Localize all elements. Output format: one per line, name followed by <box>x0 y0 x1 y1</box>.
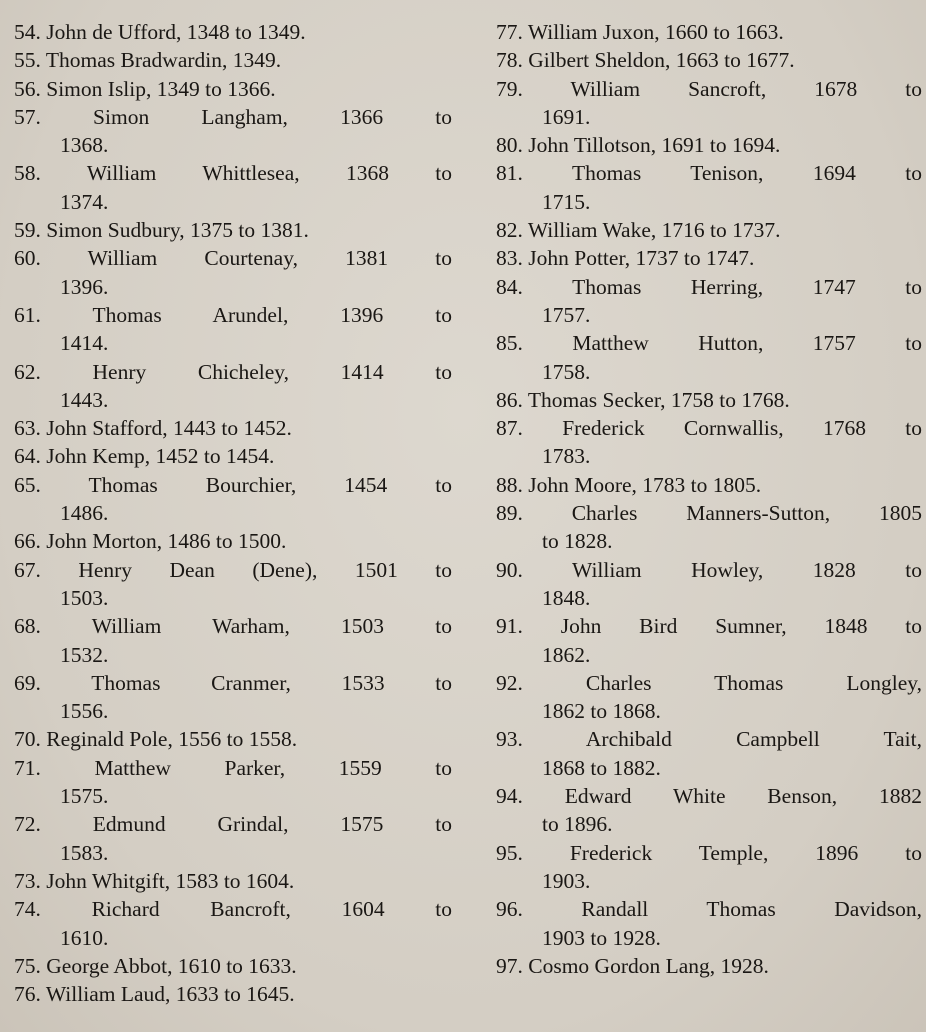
archbishop-entry <box>14 103 452 160</box>
entry-text: Henry Chicheley, 1414 to <box>92 359 452 384</box>
archbishop-entry <box>496 612 922 669</box>
entry-continuation: 1758. <box>542 359 591 384</box>
entry-line <box>14 527 452 555</box>
entry-text: William Wake, 1716 to 1737. <box>527 218 781 243</box>
entry-line <box>14 895 452 923</box>
entry-line <box>14 725 452 753</box>
entry-text: Simon Langham, 1366 to <box>93 104 452 129</box>
left-column <box>14 18 452 1008</box>
entry-line <box>14 103 452 131</box>
archbishop-entry <box>496 952 922 980</box>
entry-number: 66. <box>14 529 41 554</box>
entry-number: 79. <box>496 76 523 101</box>
entry-continuation: 1862. <box>542 642 591 667</box>
entry-line <box>496 669 922 697</box>
entry-continuation: 1583. <box>60 840 109 865</box>
entry-line <box>496 329 922 357</box>
entry-continuation: to 1828. <box>542 529 613 554</box>
entry-continuation: 1532. <box>60 642 109 667</box>
entry-continuation: 1903. <box>542 868 591 893</box>
entry-line <box>14 301 452 329</box>
entry-text: Charles Thomas Longley, <box>585 670 922 695</box>
entry-number: 54. <box>14 20 41 44</box>
entry-number: 60. <box>14 246 41 271</box>
archbishop-entry <box>496 75 922 132</box>
entry-number: 96. <box>496 897 523 922</box>
entry-number: 83. <box>496 246 523 271</box>
entry-number: 77. <box>496 20 523 44</box>
archbishop-entry <box>14 301 452 358</box>
entry-number: 78. <box>496 48 523 73</box>
archbishop-entry <box>14 556 452 613</box>
entry-number: 65. <box>14 472 41 497</box>
entry-number: 68. <box>14 614 41 639</box>
archbishop-entry <box>14 867 452 895</box>
archbishop-entry <box>496 669 922 726</box>
entry-continuation: 1691. <box>542 104 591 129</box>
entry-number: 70. <box>14 727 41 752</box>
archbishop-entry <box>496 273 922 330</box>
entry-text: Frederick Cornwallis, 1768 to <box>562 416 922 441</box>
entry-text: Gilbert Sheldon, 1663 to 1677. <box>528 48 795 73</box>
entry-text: Thomas Tenison, 1694 to <box>571 161 922 186</box>
archbishop-entry <box>14 159 452 216</box>
entry-number: 91. <box>496 614 523 639</box>
archbishop-entry <box>14 442 452 470</box>
entry-continuation: 1503. <box>60 585 109 610</box>
archbishop-entry <box>496 244 922 272</box>
entry-line <box>14 952 452 980</box>
entry-text: John Bird Sumner, 1848 to <box>560 614 922 639</box>
entry-number: 76. <box>14 982 41 1007</box>
entry-text: Simon Islip, 1349 to 1366. <box>46 76 276 101</box>
archbishop-entry <box>496 18 922 46</box>
entry-number: 81. <box>496 161 523 186</box>
archbishop-entry <box>14 669 452 726</box>
entry-text: Thomas Herring, 1747 to <box>572 274 922 299</box>
archbishop-entry <box>14 414 452 442</box>
entry-text: Matthew Hutton, 1757 to <box>572 331 922 356</box>
entry-number: 82. <box>496 218 523 243</box>
entry-number: 71. <box>14 755 41 780</box>
entry-continuation: 1396. <box>60 274 109 299</box>
entry-text: Simon Sudbury, 1375 to 1381. <box>46 218 309 243</box>
entry-number: 90. <box>496 557 523 582</box>
entry-line <box>496 131 922 159</box>
archbishop-entry <box>496 386 922 414</box>
entry-text: Reginald Pole, 1556 to 1558. <box>46 727 298 752</box>
entry-number: 94. <box>496 784 523 809</box>
entry-text: John Potter, 1737 to 1747. <box>528 246 755 271</box>
entry-text: William Laud, 1633 to 1645. <box>45 982 295 1007</box>
entry-text: John Stafford, 1443 to 1452. <box>46 416 292 441</box>
entry-line <box>496 244 922 272</box>
entry-line <box>496 556 922 584</box>
archbishop-entry <box>14 18 452 46</box>
entry-number: 55. <box>14 48 41 73</box>
entry-number: 74. <box>14 897 41 922</box>
archbishop-entry <box>496 895 922 952</box>
entry-text: John de Ufford, 1348 to 1349. <box>46 20 306 44</box>
entry-number: 67. <box>14 557 41 582</box>
entry-number: 63. <box>14 416 41 441</box>
archbishop-entry <box>14 75 452 103</box>
entry-number: 73. <box>14 868 41 893</box>
archbishop-entry <box>496 216 922 244</box>
entry-line <box>496 612 922 640</box>
entry-line <box>496 273 922 301</box>
entry-line <box>496 952 922 980</box>
entry-line <box>14 612 452 640</box>
archbishop-entry <box>14 952 452 980</box>
archbishop-entry <box>496 329 922 386</box>
entry-continuation: 1903 to 1928. <box>542 925 661 950</box>
entry-text: John Moore, 1783 to 1805. <box>528 472 762 497</box>
archbishop-entry <box>496 46 922 74</box>
entry-text: Richard Bancroft, 1604 to <box>91 897 452 922</box>
entry-continuation: 1556. <box>60 699 109 724</box>
archbishop-entry <box>14 810 452 867</box>
archbishop-entry <box>14 725 452 753</box>
entry-line <box>496 499 922 527</box>
entry-number: 72. <box>14 812 41 837</box>
entry-number: 87. <box>496 416 523 441</box>
entry-text: Archibald Campbell Tait, <box>585 727 922 752</box>
entry-continuation: 1610. <box>60 925 109 950</box>
entry-continuation: 1757. <box>542 302 591 327</box>
entry-continuation: 1486. <box>60 501 109 526</box>
entry-line <box>496 18 922 46</box>
entry-line <box>496 216 922 244</box>
entry-line <box>14 216 452 244</box>
archbishop-entry <box>14 527 452 555</box>
entry-line <box>496 414 922 442</box>
entry-text: Thomas Bourchier, 1454 to <box>88 472 452 497</box>
archbishop-entry <box>14 612 452 669</box>
entry-line <box>14 442 452 470</box>
entry-number: 80. <box>496 133 523 158</box>
entry-line <box>14 810 452 838</box>
entry-number: 75. <box>14 953 41 978</box>
entry-text: John Kemp, 1452 to 1454. <box>46 444 275 469</box>
archbishop-entry <box>496 131 922 159</box>
archbishop-entry <box>496 159 922 216</box>
entry-number: 61. <box>14 302 41 327</box>
entry-line <box>14 414 452 442</box>
entry-line <box>14 980 452 1008</box>
entry-number: 57. <box>14 104 41 129</box>
archbishop-entry <box>14 754 452 811</box>
archbishop-entry <box>14 216 452 244</box>
archbishop-entry <box>14 895 452 952</box>
entry-line <box>14 867 452 895</box>
entry-text: Cosmo Gordon Lang, 1928. <box>528 953 769 978</box>
entry-continuation: 1783. <box>542 444 591 469</box>
entry-text: George Abbot, 1610 to 1633. <box>46 953 297 978</box>
archbishop-entry <box>496 471 922 499</box>
entry-number: 69. <box>14 670 41 695</box>
archbishop-entry <box>496 414 922 471</box>
entry-text: Thomas Arundel, 1396 to <box>92 302 452 327</box>
entry-line <box>14 46 452 74</box>
entry-text: Thomas Bradwardin, 1349. <box>45 48 282 73</box>
archbishop-entry <box>14 358 452 415</box>
entry-text: William Warham, 1503 to <box>91 614 452 639</box>
entry-number: 64. <box>14 444 41 469</box>
entry-continuation: 1414. <box>60 331 109 356</box>
entry-text: John Tillotson, 1691 to 1694. <box>528 133 781 158</box>
entry-text: John Whitgift, 1583 to 1604. <box>46 868 295 893</box>
entry-line <box>496 782 922 810</box>
entry-number: 93. <box>496 727 523 752</box>
archbishop-entry <box>14 980 452 1008</box>
archbishop-entry <box>496 725 922 782</box>
entry-text: Randall Thomas Davidson, <box>581 897 922 922</box>
entry-number: 56. <box>14 76 41 101</box>
entry-text: William Courtenay, 1381 to <box>87 246 452 271</box>
entry-text: William Howley, 1828 to <box>572 557 922 582</box>
entry-text: John Morton, 1486 to 1500. <box>46 529 287 554</box>
entry-line <box>496 75 922 103</box>
entry-number: 97. <box>496 953 523 978</box>
entry-text: Thomas Cranmer, 1533 to <box>91 670 452 695</box>
entry-line <box>14 471 452 499</box>
entry-number: 62. <box>14 359 41 384</box>
entry-number: 59. <box>14 218 41 243</box>
entry-continuation: 1368. <box>60 133 109 158</box>
entry-continuation: 1868 to 1882. <box>542 755 661 780</box>
entry-number: 95. <box>496 840 523 865</box>
entry-text: William Whittlesea, 1368 to <box>86 161 452 186</box>
archbishop-entry <box>496 782 922 839</box>
entry-continuation: to 1896. <box>542 812 613 837</box>
entry-number: 58. <box>14 161 41 186</box>
entry-line <box>14 754 452 782</box>
entry-text: William Juxon, 1660 to 1663. <box>527 20 784 44</box>
entry-text: Frederick Temple, 1896 to <box>569 840 922 865</box>
entry-line <box>496 46 922 74</box>
entry-line <box>496 839 922 867</box>
archbishop-entry <box>14 471 452 528</box>
entry-line <box>496 895 922 923</box>
entry-text: Henry Dean (Dene), 1501 to <box>78 557 452 582</box>
entry-line <box>496 386 922 414</box>
entry-line <box>14 75 452 103</box>
entry-continuation: 1848. <box>542 585 591 610</box>
archbishop-entry <box>496 499 922 556</box>
entry-number: 89. <box>496 501 523 526</box>
entry-number: 86. <box>496 387 523 412</box>
entry-text: Matthew Parker, 1559 to <box>94 755 452 780</box>
entry-continuation: 1374. <box>60 189 109 214</box>
entry-number: 84. <box>496 274 523 299</box>
entry-text: Edmund Grindal, 1575 to <box>92 812 452 837</box>
entry-number: 85. <box>496 331 523 356</box>
archbishop-entry <box>496 556 922 613</box>
entry-line <box>14 18 452 46</box>
entry-number: 92. <box>496 670 523 695</box>
entry-line <box>14 358 452 386</box>
entry-line <box>14 159 452 187</box>
entry-text: William Sancroft, 1678 to <box>570 76 922 101</box>
entry-line <box>14 244 452 272</box>
entry-continuation: 1715. <box>542 189 591 214</box>
entry-continuation: 1443. <box>60 387 109 412</box>
entry-text: Charles Manners-Sutton, 1805 <box>571 501 922 526</box>
entry-line <box>14 669 452 697</box>
archbishop-entry <box>14 244 452 301</box>
entry-continuation: 1862 to 1868. <box>542 699 661 724</box>
archbishop-entry <box>496 839 922 896</box>
right-column <box>496 18 922 980</box>
archbishop-entry <box>14 46 452 74</box>
entry-line <box>496 471 922 499</box>
entry-number: 88. <box>496 472 523 497</box>
entry-line <box>14 556 452 584</box>
entry-line <box>496 725 922 753</box>
entry-text: Edward White Benson, 1882 <box>564 784 922 809</box>
entry-continuation: 1575. <box>60 784 109 809</box>
entry-text: Thomas Secker, 1758 to 1768. <box>527 387 790 412</box>
entry-line <box>496 159 922 187</box>
